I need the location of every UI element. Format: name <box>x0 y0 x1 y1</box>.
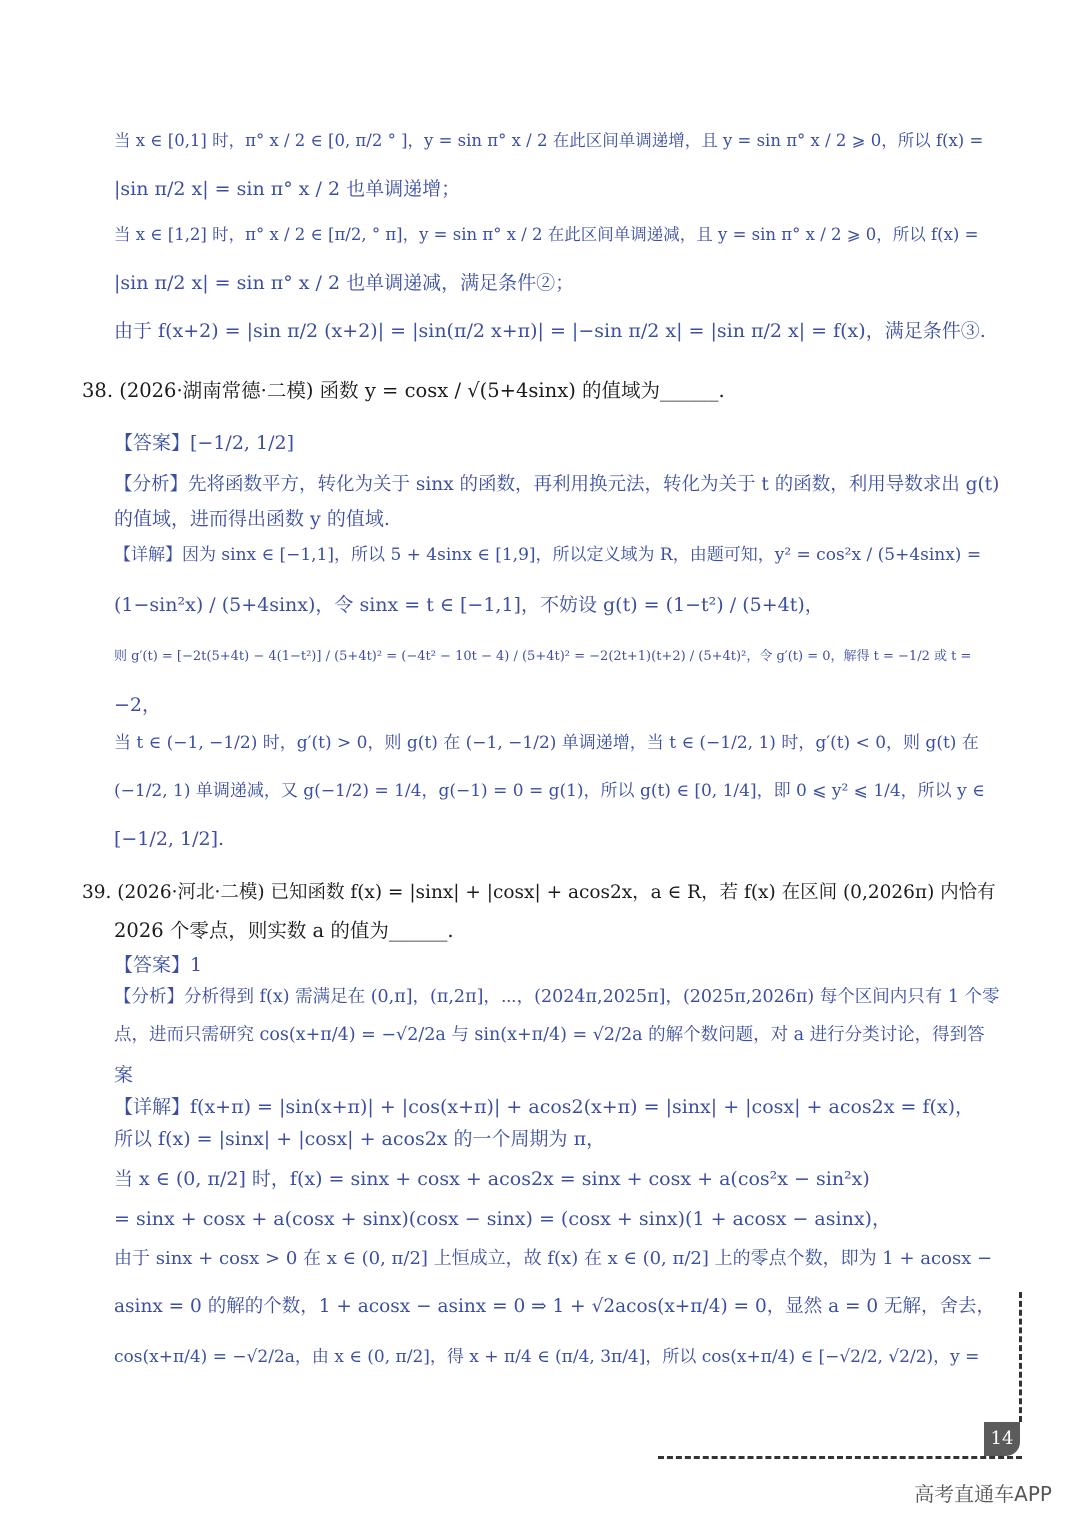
solution-line: |sin π/2 x| = sin π° x / 2 也单调递增； <box>114 178 461 200</box>
solution-line: 【分析】先将函数平方，转化为关于 sinx 的函数，再利用换元法，转化为关于 t 的函数，利用导数求出 g(t) <box>114 474 1000 495</box>
solution-line: cos(x+π/4) = −√2/2a，由 x ∈ (0, π/2]，得 x + π/4 ∈ (π/4, 3π/4]，所以 cos(x+π/4) ∈ [−√2/2, √2/2)，y = <box>114 1347 980 1367</box>
solution-line: (−1/2, 1) 单调递减，又 g(−1/2) = 1/4，g(−1) = 0 = g(1)，所以 g(t) ∈ [0, 1/4]，即 0 ⩽ y² ⩽ 1/4，所以 y ∈ <box>114 781 985 801</box>
question-line: 39. (2026·河北·二模) 已知函数 f(x) = |sinx| + |cosx| + acos2x，a ∈ R，若 f(x) 在区间 (0,2026π) 内恰有 <box>82 882 996 903</box>
solution-line: 【答案】[−1/2, 1/2] <box>114 432 294 454</box>
solution-line: [−1/2, 1/2]. <box>114 828 225 850</box>
solution-line: 【分析】分析得到 f(x) 需满足在 (0,π]，(π,2π]，⋯，(2024π,2025π]，(2025π,2026π) 每个区间内只有 1 个零 <box>114 987 1000 1007</box>
solution-line: = sinx + cosx + a(cosx + sinx)(cosx − sinx) = (cosx + sinx)(1 + acosx − asinx)， <box>114 1208 891 1230</box>
solution-line: |sin π/2 x| = sin π° x / 2 也单调递减，满足条件②； <box>114 272 575 294</box>
page-number: 14 <box>984 1422 1020 1456</box>
solution-line: asinx = 0 的解的个数，1 + acosx − asinx = 0 ⇒ 1 + √2acos(x+π/4) = 0，显然 a = 0 无解，舍去， <box>114 1296 996 1317</box>
solution-line: 则 g′(t) = [−2t(5+4t) − 4(1−t²)] / (5+4t)² = (−4t² − 10t − 4) / (5+4t)² = −2(2t+1)(t+2) / (5+4t)²，令 g′(t) = 0，解得 t = −1/2 或 t = <box>114 649 972 664</box>
solution-line: 当 x ∈ (0, π/2] 时，f(x) = sinx + cosx + acos2x = sinx + cosx + a(cos²x − sin²x) <box>114 1168 870 1190</box>
solution-line: 当 t ∈ (−1, −1/2) 时，g′(t) > 0，则 g(t) 在 (−1, −1/2) 单调递增，当 t ∈ (−1/2, 1) 时，g′(t) < 0，则 g(t) 在 <box>114 733 979 753</box>
dashed-border-horizontal <box>658 1456 1022 1459</box>
solution-line: 所以 f(x) = |sinx| + |cosx| + acos2x 的一个周期为 π， <box>114 1128 606 1150</box>
solution-line: (1−sin²x) / (5+4sinx)，令 sinx = t ∈ [−1,1]，不妨设 g(t) = (1−t²) / (5+4t)， <box>114 594 824 616</box>
solution-line: −2， <box>114 694 162 716</box>
solution-line: 由于 sinx + cosx > 0 在 x ∈ (0, π/2] 上恒成立，故 f(x) 在 x ∈ (0, π/2] 上的零点个数，即为 1 + acosx − <box>114 1248 993 1269</box>
watermark: 高考直通车APP <box>914 1482 1052 1506</box>
solution-line: 当 x ∈ [0,1] 时，π° x / 2 ∈ [0, π/2 ° ]，y = sin π° x / 2 在此区间单调递增，且 y = sin π° x / 2 ⩾ 0，所以 f(x) = <box>114 131 984 150</box>
solution-line: 【详解】f(x+π) = |sin(x+π)| + |cos(x+π)| + acos2(x+π) = |sinx| + |cosx| + acos2x = f(x)， <box>114 1096 975 1118</box>
solution-line: 点，进而只需研究 cos(x+π/4) = −√2/2a 与 sin(x+π/4) = √2/2a 的解个数问题，对 a 进行分类讨论，得到答 <box>114 1025 985 1045</box>
solution-line: 案 <box>114 1064 134 1086</box>
solution-line: 【答案】1 <box>114 954 203 976</box>
solution-line: 的值域，进而得出函数 y 的值域. <box>114 508 390 530</box>
question-line: 2026 个零点，则实数 a 的值为______. <box>114 919 454 942</box>
solution-line: 当 x ∈ [1,2] 时，π° x / 2 ∈ [π/2, ° π]，y = sin π° x / 2 在此区间单调递减，且 y = sin π° x / 2 ⩾ 0，所以 f(x) = <box>114 225 979 244</box>
dashed-border-vertical <box>1019 1292 1022 1422</box>
question-line: 38. (2026·湖南常德·二模) 函数 y = cosx / √(5+4sinx) 的值域为______. <box>82 379 725 402</box>
solution-line: 由于 f(x+2) = |sin π/2 (x+2)| = |sin(π/2 x+π)| = |−sin π/2 x| = |sin π/2 x| = f(x)，满足条件③. <box>114 320 986 342</box>
solution-line: 【详解】因为 sinx ∈ [−1,1]，所以 5 + 4sinx ∈ [1,9]，所以定义域为 R，由题可知，y² = cos²x / (5+4sinx) = <box>114 545 982 565</box>
